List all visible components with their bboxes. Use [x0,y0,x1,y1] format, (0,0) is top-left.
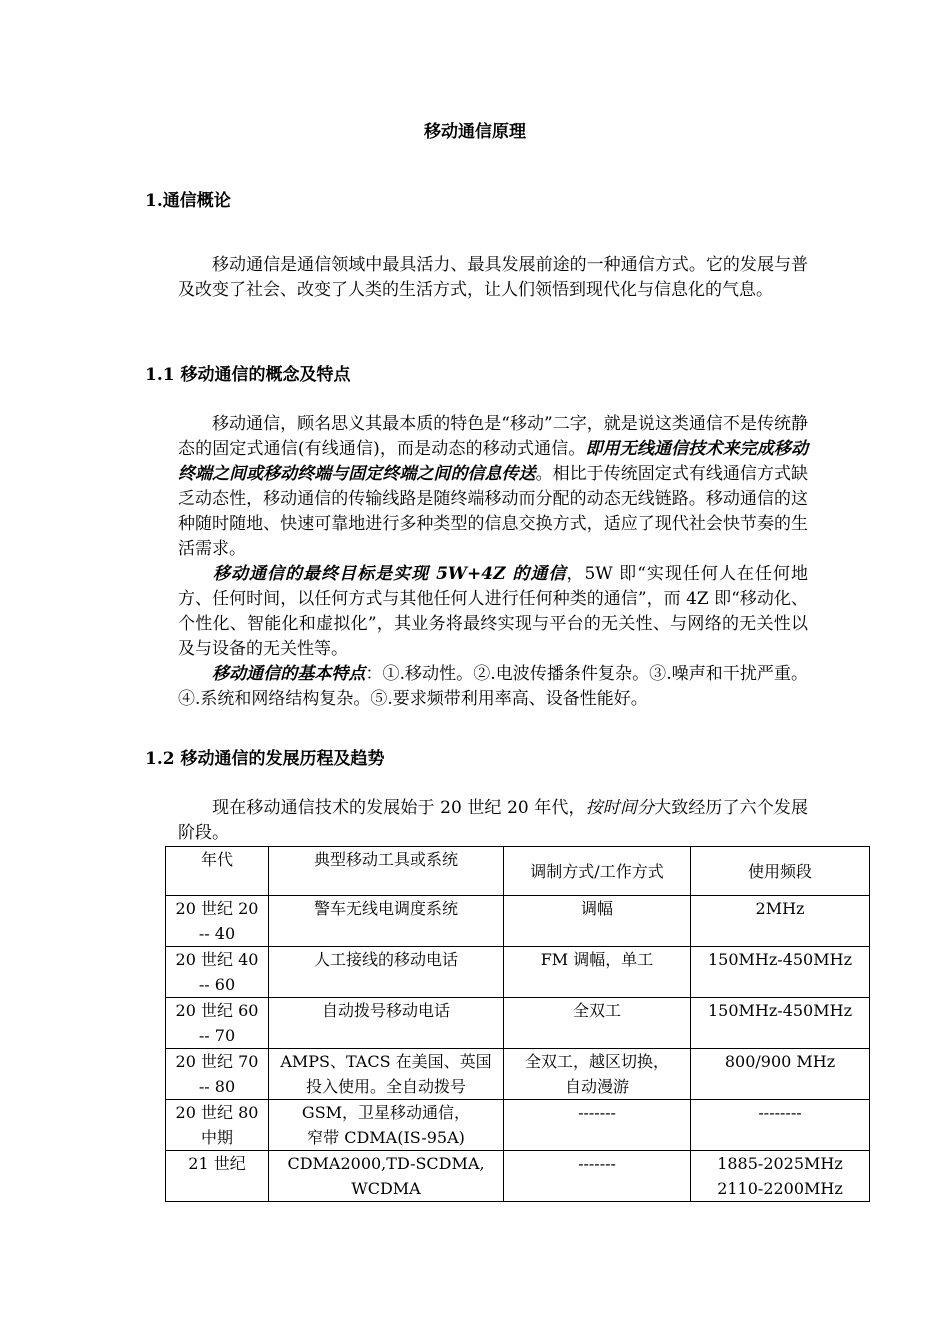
cell-line: -- 70 [198,1026,236,1045]
cell-system [269,1151,504,1202]
cell-band [691,947,870,998]
header-modulation: 调制方式/工作方式 [504,847,691,896]
cell-line: ------- [578,1154,616,1173]
cell-band [691,1151,870,1202]
emphasis-features: 移动通信的基本特点 [212,664,366,684]
cell-line: FM 调幅，单工 [540,950,654,969]
document-title: 移动通信原理 [424,122,526,142]
cell-system [269,1049,504,1100]
cell-modulation [504,1049,691,1100]
cell-line: 20 世纪 20 [175,899,259,918]
paragraph-features: 移动通信的基本特点：①.移动性。②.电波传播条件复杂。③.噪声和干扰严重。④.系统和网络结构复杂。⑤.要求频带利用率高、设备性能好。 [178,664,808,709]
table-body [166,896,870,1202]
cell-era [166,896,269,947]
cell-band [691,896,870,947]
cell-era [166,1151,269,1202]
heading-1-2: 1.2 移动通信的发展历程及趋势 [145,749,385,769]
heading-1: 1.通信概论 [145,191,231,211]
cell-line: GSM，卫星移动通信， [301,1103,471,1122]
cell-line: -- 60 [198,975,236,994]
cell-line: 1885-2025MHz [717,1154,843,1173]
cell-line: 警车无线电调度系统 [313,899,458,918]
cell-line: 自动拨号移动电话 [321,1001,450,1020]
cell-line: 20 世纪 70 [175,1052,259,1071]
cell-line: 21 世纪 [188,1154,246,1173]
cell-line: AMPS、TACS 在美国、英国 [280,1052,492,1071]
cell-modulation [504,947,691,998]
cell-line: WCDMA [351,1179,421,1198]
cell-line: 20 世纪 40 [175,950,259,969]
paragraph-history: 现在移动通信技术的发展始于 20 世纪 20 年代，按时间分大致经历了六个发展阶段。 [178,798,809,843]
header-system: 典型移动工具或系统 [269,847,504,896]
cell-line: -------- [758,1103,802,1122]
cell-line: 调幅 [580,899,613,918]
cell-system [269,896,504,947]
cell-line: 20 世纪 80 [175,1103,259,1122]
cell-line: CDMA2000,TD-SCDMA, [287,1154,485,1173]
header-band: 使用频段 [691,847,870,896]
history-table [165,846,870,1202]
emphasis-goal: 移动通信的最终目标是实现 5W+4Z 的通信 [212,564,567,584]
cell-line: 800/900 MHz [724,1052,836,1071]
cell-line: -- 80 [198,1077,236,1096]
cell-line: 150MHz-450MHz [707,1001,852,1020]
header-era: 年代 [166,847,269,896]
cell-era [166,947,269,998]
cell-modulation [504,998,691,1049]
cell-line: 人工接线的移动电话 [313,950,458,969]
cell-system [269,998,504,1049]
cell-modulation [504,896,691,947]
cell-line: 全双工 [572,1001,621,1020]
cell-modulation [504,1151,691,1202]
cell-era [166,998,269,1049]
cell-line: 全双工，越区切换， [524,1052,669,1071]
table-header-row [166,847,870,896]
cell-line: 2110-2200MHz [717,1179,843,1198]
table-row [166,1049,870,1100]
table-row [166,896,870,947]
heading-1-1: 1.1 移动通信的概念及特点 [145,365,351,385]
cell-line: -- 40 [198,924,236,943]
cell-system [269,1100,504,1151]
cell-line: 150MHz-450MHz [707,950,852,969]
paragraph-goal: 移动通信的最终目标是实现 5W+4Z 的通信，5W 即“实现任何人在任何地方、任何时间，以任何方式与其他任何人进行任何种类的通信”，而 4Z 即“移动化、个性化、智能化和虚拟化”，其业务将最终实现与平台的无关性、与网络的无关性以及与设备的无关性等。 [178,564,808,659]
cell-line: 20 世纪 60 [175,1001,259,1020]
cell-band [691,1100,870,1151]
cell-era [166,1100,269,1151]
cell-line: 2MHz [755,899,805,918]
table-row [166,998,870,1049]
cell-line: 中期 [200,1128,233,1147]
emphasis-by-time: 按时间分 [585,798,655,818]
emphasis-definition: 即用无线通信技术来完成移动终端之间或移动终端与固定终端之间的信息传送 [178,439,809,484]
cell-line: 窄带 CDMA(IS-95A) [307,1128,465,1147]
cell-modulation [504,1100,691,1151]
paragraph-concept: 移动通信，顾名思义其最本质的特色是“移动”二字，就是说这类通信不是传统静态的固定式通信(有线通信)，而是动态的移动式通信。即用无线通信技术来完成移动终端之间或移动终端与固定终端之间的信息传送。相比于传统固定式有线通信方式缺乏动态性，移动通信的传输线路是随终端移动而分配的动态无线链路。移动通信的这种随时随地、快速可靠地进行多种类型的信息交换方式，适应了现代社会快节奏的生活需求。 [178,414,809,559]
table-row [166,1151,870,1202]
paragraph-intro: 移动通信是通信领域中最具活力、最具发展前途的一种通信方式。它的发展与普及改变了社会、改变了人类的生活方式，让人们领悟到现代化与信息化的气息。 [178,255,808,300]
table-row [166,947,870,998]
cell-line: ------- [578,1103,616,1122]
cell-line: 投入使用。全自动拨号 [305,1077,466,1096]
cell-era [166,1049,269,1100]
cell-band [691,1049,870,1100]
cell-system [269,947,504,998]
cell-band [691,998,870,1049]
table-row [166,1100,870,1151]
cell-line: 自动漫游 [564,1077,629,1096]
